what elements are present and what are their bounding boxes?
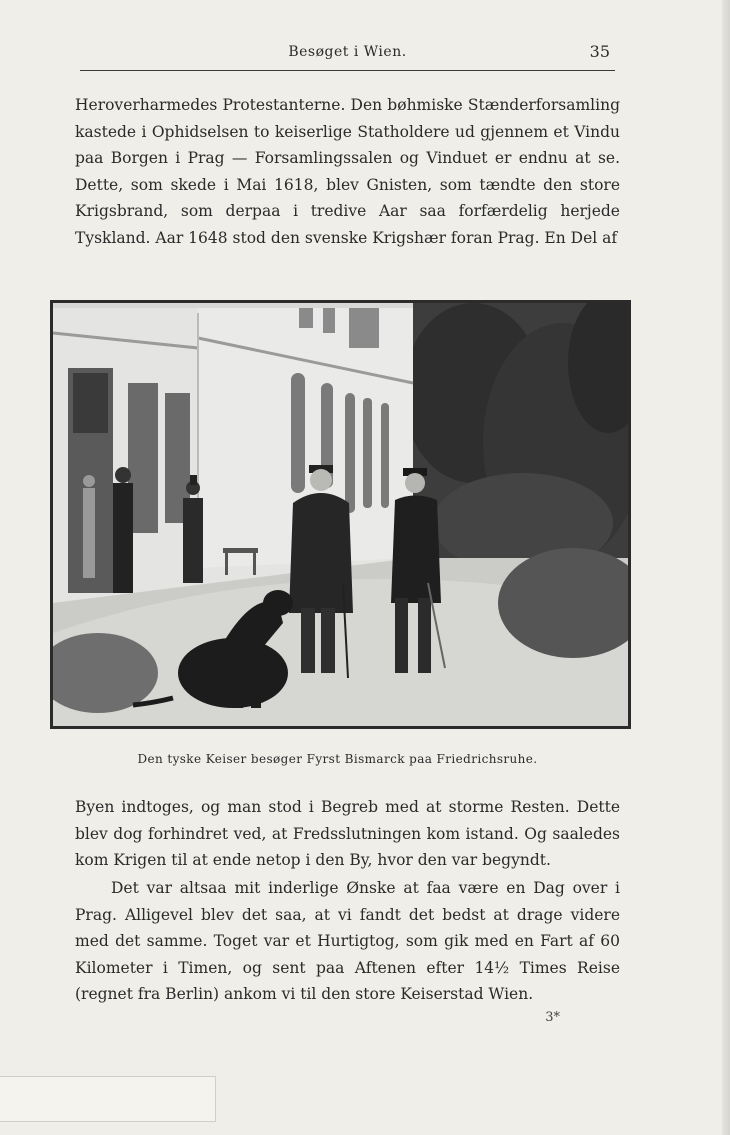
page-number: 35 [589,42,610,61]
illustration-photo [50,300,631,729]
paragraph-2: Byen indtoges, og man stod i Begreb med at storme Resten. Dette blev dog forhindret ved, at Fredsslutningen kom istand. Og saaledes kom Krigen til at ende netop i den By, hvor den var begyndt. [75,798,620,869]
page-edge [722,0,730,1135]
running-title: Besøget i Wien. [288,44,407,60]
library-slip [0,1076,216,1122]
paragraph-1: Heroverharmedes Protestanterne. Den bøhmiske Stænderforsamling kastede i Ophidselsen to keiserlige Statholdere ud gjennem et Vindu paa Borgen i Prag — Forsamlingssalen og Vinduet er endnu at se. Dette, som skede i Mai 1618, blev Gnisten, som tændte den store Krigsbrand, som derpaa i tredive Aar saa forfærdelig herjede Tyskland. Aar 1648 stod den svenske Krigshær foran Prag. En Del af [75,96,620,247]
paragraph-3: Det var altsaa mit inderlige Ønske at faa være en Dag over i Prag. Alligevel blev det saa, at vi fandt det bedst at drage videre med det samme. Toget var et Hurtigtog, som gik med en Fart af 60 Kilometer i Timen, og sent paa Aftenen efter 14½ Times Reise (regnet fra Berlin) ankom vi til den store Keiserstad Wien. [75,879,620,1003]
printer-signature: 3* [545,1010,560,1025]
page-header [80,44,615,70]
building [53,308,413,603]
figure-caption: Den tyske Keiser besøger Fyrst Bismarck paa Friedrichsruhe. [137,752,538,766]
header-rule [80,70,615,71]
